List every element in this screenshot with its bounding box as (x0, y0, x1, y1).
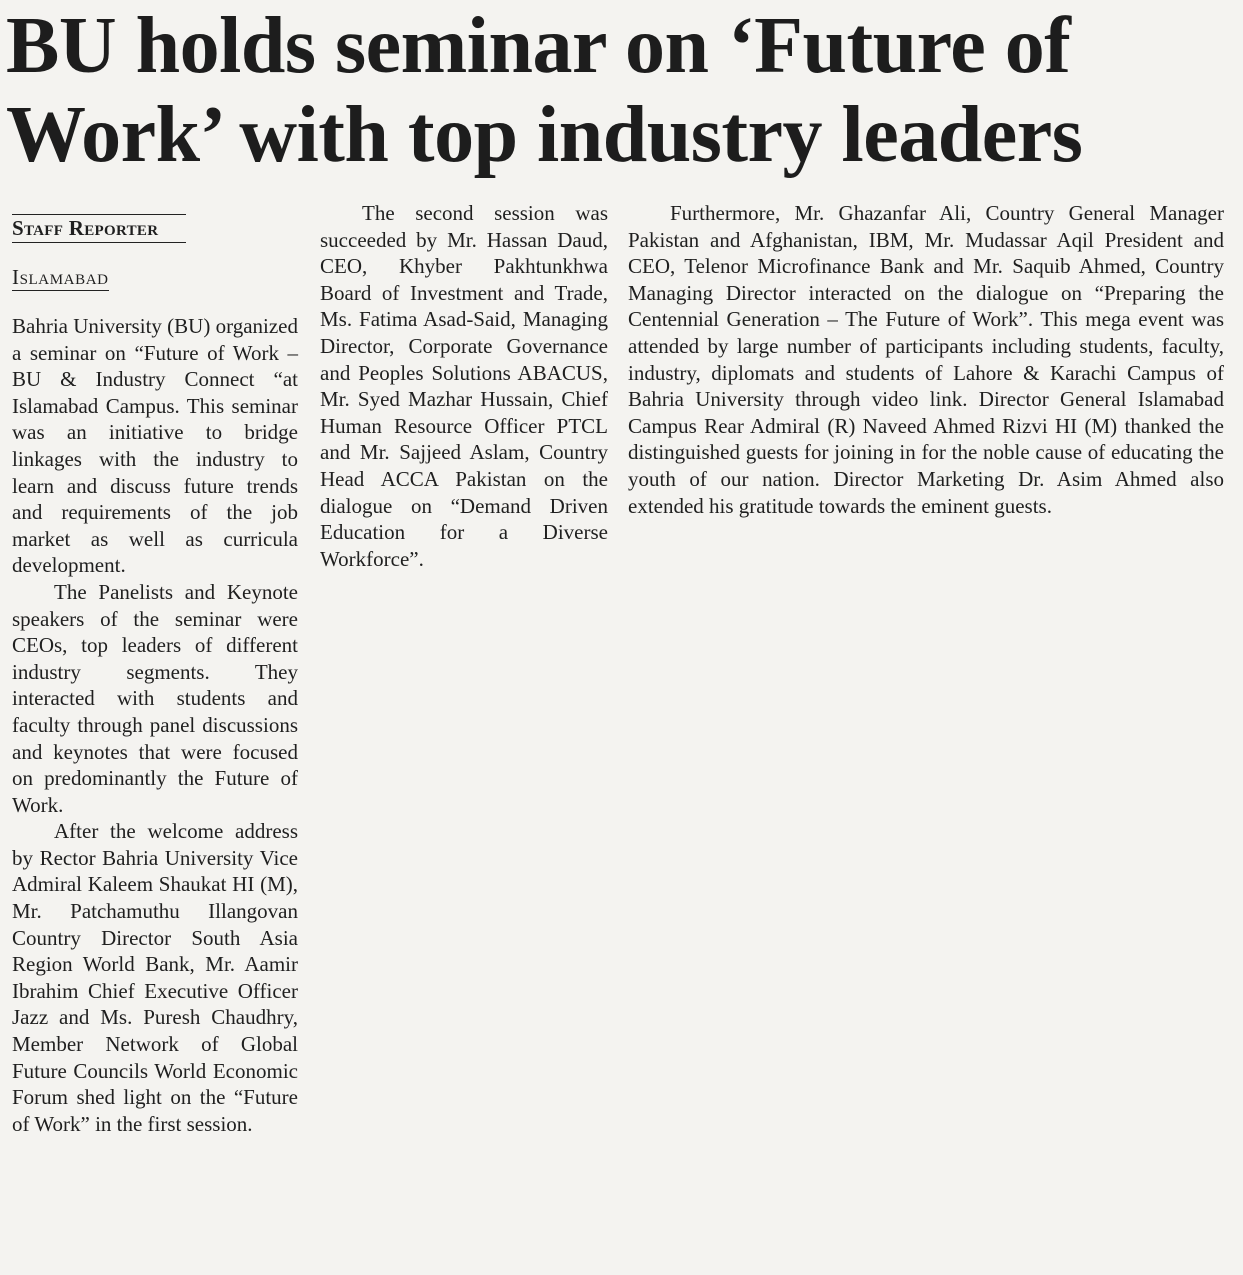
article-paragraph: Furthermore, Mr. Ghazanfar Ali, Country General Manager Pakistan and Afghanistan, IBM, Mr. Mudassar Aqil President and CEO, Telenor Microfinance Bank and Mr. Saquib Ahmed, Country Managing Director interacted on the dialogue on “Preparing the Centennial Generation – The Future of Work”. This mega event was attended by large number of participants including students, faculty, industry, diplomats and students of Lahore & Karachi Campus of Bahria University through video link. Director General Islamabad Campus Rear Admiral (R) Naveed Ahmed Rizvi HI (M) thanked the distinguished guests for joining in for the noble cause of educating the youth of our nation. Director Marketing Dr. Asim Ahmed also extended his gratitude towards the eminent guests. (628, 201, 1224, 518)
article-paragraph: After the welcome address by Rector Bahria University Vice Admiral Kaleem Shaukat HI (M), Mr. Patchamuthu Illangovan Country Director South Asia Region World Bank, Mr. Aamir Ibrahim Chief Executive Officer Jazz and Ms. Puresh Chaudhry, Member Network of Global Future Councils World Economic Forum shed light on the “Future of Work” in the first session. (12, 819, 298, 1136)
article-column-1 (12, 200, 298, 1137)
article-column-3 (628, 200, 1224, 519)
article-column-2 (320, 200, 608, 572)
article-paragraph: Bahria University (BU) organized a seminar on “Future of Work – BU & Industry Connect “at Islamabad Campus. This seminar was an initiative to bridge linkages with the industry to learn and discuss future trends and requirements of the job market as well as curricula development. (12, 314, 298, 578)
byline: Staff Reporter (12, 214, 186, 243)
article-paragraph: The second session was succeeded by Mr. Hassan Daud, CEO, Khyber Pakhtunkhwa Board of Investment and Trade, Ms. Fatima Asad-Said, Managing Director, Corporate Governance and Peoples Solutions ABACUS, Mr. Syed Mazhar Hussain, Chief Human Resource Officer PTCL and Mr. Sajjeed Aslam, Country Head ACCA Pakistan on the dialogue on “Demand Driven Education for a Diverse Workforce”. (320, 201, 608, 571)
dateline: Islamabad (12, 265, 109, 289)
article-headline: BU holds seminar on ‘Future of Work’ with top industry leaders (6, 2, 1083, 179)
article-paragraph: The Panelists and Keynote speakers of the seminar were CEOs, top leaders of different industry segments. They interacted with students and faculty through panel discussions and keynotes that were focused on predominantly the Future of Work. (12, 579, 298, 817)
